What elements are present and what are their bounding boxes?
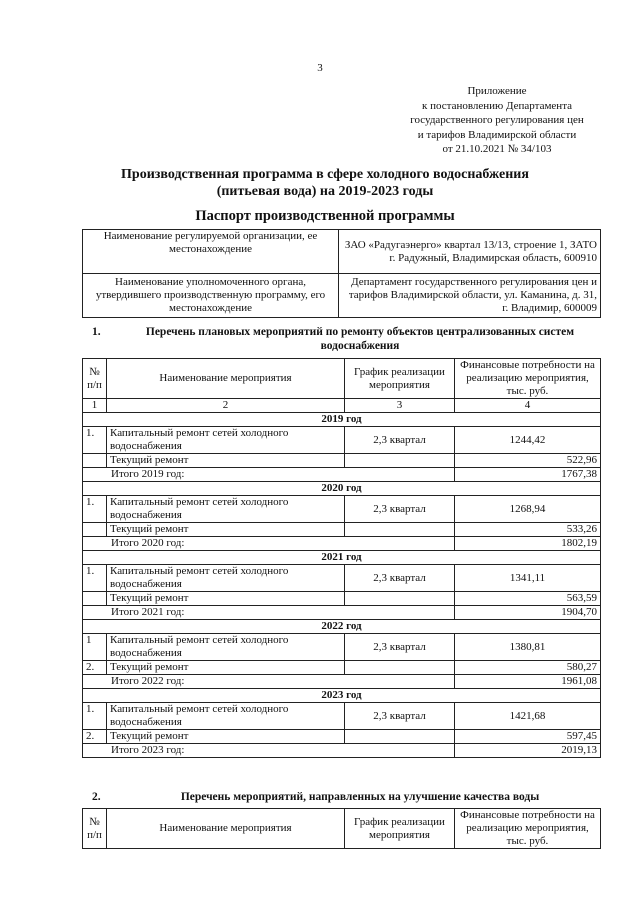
- table-row: [83, 427, 601, 454]
- section-number: 2.: [92, 791, 101, 803]
- col-header-schedule: График реализации мероприятия: [345, 359, 455, 399]
- schedule: 2,3 квартал: [345, 427, 455, 454]
- finance-value: 1244,42: [455, 427, 601, 454]
- year-row: 2020 год: [83, 482, 601, 496]
- appendix-line: от 21.10.2021 № 34/103: [442, 143, 552, 155]
- row-number: [83, 523, 107, 537]
- total-value: 1961,08: [455, 675, 601, 689]
- activity-name: Текущий ремонт: [107, 592, 345, 606]
- table-header-row: [83, 809, 601, 849]
- col-number: 1: [83, 399, 107, 413]
- col-header-name: Наименование мероприятия: [107, 809, 345, 849]
- row-number: 2.: [83, 730, 107, 744]
- section-title: Перечень мероприятий, направленных на улучшение качества воды: [180, 791, 540, 803]
- col-header-finance: Финансовые потребности на реализацию мероприятия, тыс. руб.: [455, 809, 601, 849]
- total-value: 2019,13: [455, 744, 601, 758]
- repair-plan-table: [82, 358, 601, 758]
- total-row: [83, 675, 601, 689]
- schedule: [345, 523, 455, 537]
- appendix-block: [392, 84, 602, 157]
- table-row: [83, 454, 601, 468]
- col-header-finance: Финансовые потребности на реализацию мероприятия, тыс. руб.: [455, 359, 601, 399]
- total-label: Итого 2023 год:: [83, 744, 455, 758]
- activity-name: Текущий ремонт: [107, 730, 345, 744]
- row-number: 1.: [83, 565, 107, 592]
- appendix-line: и тарифов Владимирской области: [417, 128, 577, 141]
- finance-value: 1341,11: [455, 565, 601, 592]
- section-number: 1.: [92, 326, 101, 338]
- row-number: [83, 454, 107, 468]
- schedule: 2,3 квартал: [345, 565, 455, 592]
- schedule: [345, 592, 455, 606]
- finance-value: 580,27: [455, 661, 601, 675]
- passport-value: ЗАО «Радугаэнерго» квартал 13/13, строение 1, ЗАТО г. Радужный, Владимирская область, 600910: [339, 230, 601, 274]
- total-label: Итого 2019 год:: [83, 468, 455, 482]
- appendix-line: Приложение: [467, 85, 527, 97]
- section-2-heading: [92, 790, 592, 804]
- col-header-name: Наименование мероприятия: [107, 359, 345, 399]
- table-row: [83, 661, 601, 675]
- col-number: 3: [345, 399, 455, 413]
- passport-label: Наименование уполномоченного органа, утвердившего производственную программу, его местонахождение: [83, 274, 339, 318]
- schedule: [345, 454, 455, 468]
- schedule: 2,3 квартал: [345, 634, 455, 661]
- schedule: 2,3 квартал: [345, 703, 455, 730]
- activity-name: Капитальный ремонт сетей холодного водоснабжения: [107, 427, 345, 454]
- total-value: 1767,38: [455, 468, 601, 482]
- total-row: [83, 468, 601, 482]
- col-number: 4: [455, 399, 601, 413]
- table-row: [83, 523, 601, 537]
- table-header-row: [83, 359, 601, 399]
- total-row: [83, 606, 601, 620]
- col-number: 2: [107, 399, 345, 413]
- col-header-num: № п/п: [83, 359, 107, 399]
- row-number: 1.: [83, 703, 107, 730]
- finance-value: 1380,81: [455, 634, 601, 661]
- activity-name: Текущий ремонт: [107, 523, 345, 537]
- passport-label: Наименование регулируемой организации, ее местонахождение: [83, 230, 339, 274]
- passport-table: [82, 229, 601, 318]
- total-row: [83, 537, 601, 551]
- table-row: [83, 496, 601, 523]
- activity-name: Капитальный ремонт сетей холодного водоснабжения: [107, 565, 345, 592]
- total-row: [83, 744, 601, 758]
- activity-name: Капитальный ремонт сетей холодного водоснабжения: [107, 703, 345, 730]
- finance-value: 522,96: [455, 454, 601, 468]
- water-quality-table: [82, 808, 601, 849]
- year-row: 2022 год: [83, 620, 601, 634]
- schedule: [345, 730, 455, 744]
- appendix-line: к постановлению Департамента: [421, 99, 573, 112]
- table-row: [83, 565, 601, 592]
- activity-name: Текущий ремонт: [107, 661, 345, 675]
- finance-value: 533,26: [455, 523, 601, 537]
- total-label: Итого 2022 год:: [83, 675, 455, 689]
- year-row: 2021 год: [83, 551, 601, 565]
- document-title: Производственная программа в сфере холодного водоснабжения (питьевая вода) на 2019-2023 годы: [121, 167, 529, 199]
- total-value: 1802,19: [455, 537, 601, 551]
- activity-name: Капитальный ремонт сетей холодного водоснабжения: [107, 634, 345, 661]
- activity-name: Текущий ремонт: [107, 454, 345, 468]
- appendix-line: государственного регулирования цен: [410, 114, 584, 126]
- activity-name: Капитальный ремонт сетей холодного водоснабжения: [107, 496, 345, 523]
- row-number: [83, 592, 107, 606]
- passport-value: Департамент государственного регулирования цен и тарифов Владимирской области, ул. Каманина, д. 31, г. Владимир, 600009: [339, 274, 601, 318]
- section-title: Перечень плановых мероприятий по ремонту объектов централизованных систем водоснабжения: [145, 326, 575, 352]
- page-number: 3: [317, 62, 323, 74]
- total-label: Итого 2021 год:: [83, 606, 455, 620]
- schedule: [345, 661, 455, 675]
- year-row: 2019 год: [83, 413, 601, 427]
- row-number: 2.: [83, 661, 107, 675]
- finance-value: 1268,94: [455, 496, 601, 523]
- schedule: 2,3 квартал: [345, 496, 455, 523]
- row-number: 1.: [83, 427, 107, 454]
- table-row: [83, 634, 601, 661]
- year-row: 2023 год: [83, 689, 601, 703]
- column-number-row: [83, 399, 601, 413]
- total-value: 1904,70: [455, 606, 601, 620]
- section-1-heading: [92, 325, 592, 353]
- col-header-schedule: График реализации мероприятия: [345, 809, 455, 849]
- finance-value: 1421,68: [455, 703, 601, 730]
- passport-title: Паспорт производственной программы: [195, 208, 455, 224]
- passport-row: [83, 274, 601, 318]
- table-row: [83, 730, 601, 744]
- passport-row: [83, 230, 601, 274]
- row-number: 1: [83, 634, 107, 661]
- total-label: Итого 2020 год:: [83, 537, 455, 551]
- col-header-num: № п/п: [83, 809, 107, 849]
- table-row: [83, 703, 601, 730]
- row-number: 1.: [83, 496, 107, 523]
- table-row: [83, 592, 601, 606]
- finance-value: 597,45: [455, 730, 601, 744]
- finance-value: 563,59: [455, 592, 601, 606]
